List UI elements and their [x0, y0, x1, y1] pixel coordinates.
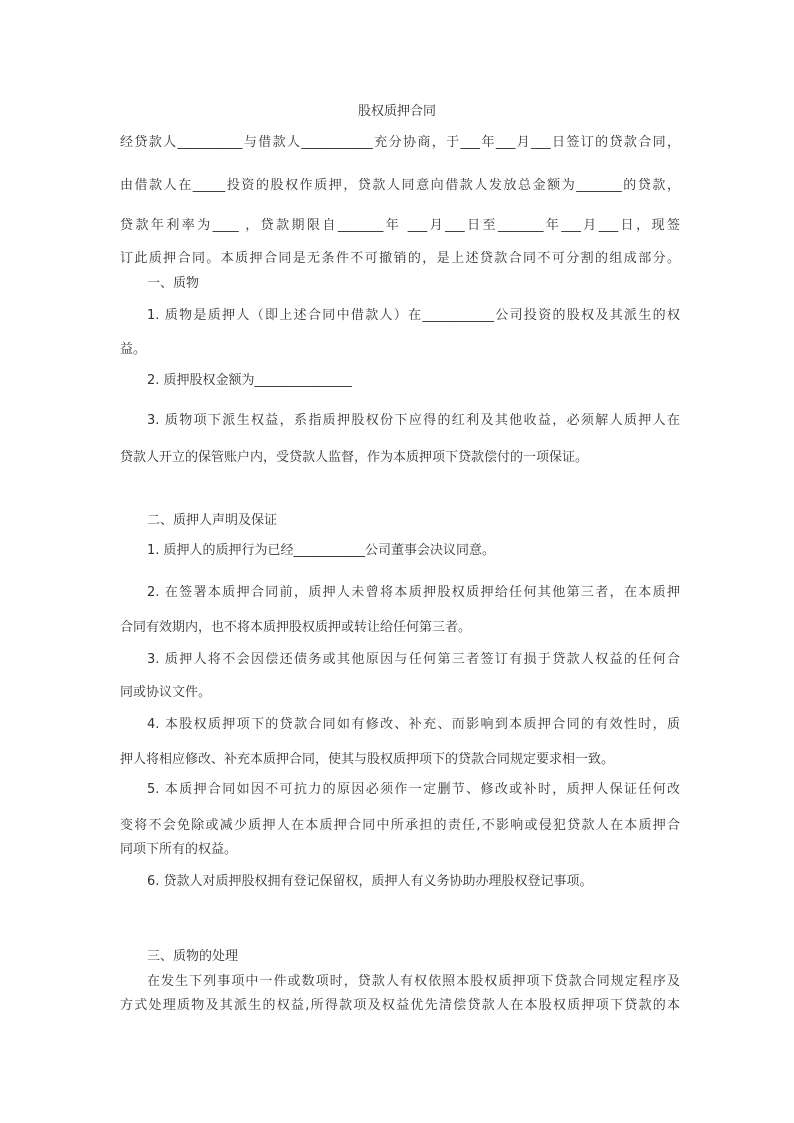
- clause-line: 2. 在签署本质押合同前，质押人未曾将本质押股权质押给任何其他第三者，在本质押: [147, 585, 680, 600]
- preamble-line: 经贷款人__________与借款人___________充分协商，于___年___月___日签订的贷款合同，: [120, 135, 680, 150]
- preamble-line: 订此质押合同。本质押合同是无条件不可撤销的，是上述贷款合同不可分割的组成部分。: [120, 251, 680, 266]
- clause-line: 4. 本股权质押项下的贷款合同如有修改、补充、而影响到本质押合同的有效性时，质: [147, 717, 680, 732]
- clause-line: 押人将相应修改、补充本质押合同，使其与股权质押项下的贷款合同规定要求相一致。: [120, 752, 615, 767]
- clause-line: 3. 质押人将不会因偿还债务或其他原因与任何第三者签订有损于贷款人权益的任何合: [147, 652, 680, 667]
- preamble-line: 贷款年利率为____ ，贷款期限自_______年 ___月___日至_______年___月___日，现签: [120, 218, 680, 233]
- clause-line: 贷款人开立的保管账户内，受贷款人监督，作为本质押项下贷款偿付的一项保证。: [120, 450, 589, 465]
- clause-line: 同或协议文件。: [120, 685, 212, 700]
- document-title: 股权质押合同: [357, 104, 436, 119]
- clause-line: 1. 质押人的质押行为已经___________公司董事会决议同意。: [147, 543, 496, 558]
- clause-line: 3. 质物项下派生权益，系指质押股权份下应得的红利及其他收益，必须解人质押人在: [147, 413, 680, 428]
- clause-line: 在发生下列事项中一件或数项时，贷款人有权依照本股权质押项下贷款合同规定程序及: [147, 974, 680, 989]
- clause-line: 5. 本质押合同如因不可抗力的原因必须作一定删节、修改或补时，质押人保证任何改: [147, 782, 680, 797]
- clause-line: 益。: [120, 342, 147, 357]
- clause-line: 2. 质押股权金额为_______________: [147, 373, 353, 388]
- section-heading: 一、质物: [147, 276, 200, 291]
- clause-line: 6. 贷款人对质押股权拥有登记保留权，质押人有义务协助办理股权登记事项。: [147, 874, 593, 889]
- preamble-line: 由借款人在_____投资的股权作质押，贷款人同意向借款人发放总金额为_______的贷款，: [120, 178, 680, 193]
- clause-line: 合同有效期内，也不将本质押股权质押或转让给任何第三者。: [120, 620, 472, 635]
- section-heading: 三、质物的处理: [147, 949, 239, 964]
- clause-line: 方式处理质物及其派生的权益,所得款项及权益优先清偿贷款人在本股权质押项下贷款的本: [120, 998, 680, 1013]
- clause-line: 同项下所有的权益。: [120, 842, 238, 857]
- clause-line: 1. 质物是质押人（即上述合同中借款人）在___________公司投资的股权及其派生的权: [147, 308, 680, 323]
- clause-line: 变将不会免除或减少质押人在本质押合同中所承担的责任,不影响或侵犯贷款人在本质押合: [120, 818, 680, 833]
- section-heading: 二、质押人声明及保证: [147, 513, 278, 528]
